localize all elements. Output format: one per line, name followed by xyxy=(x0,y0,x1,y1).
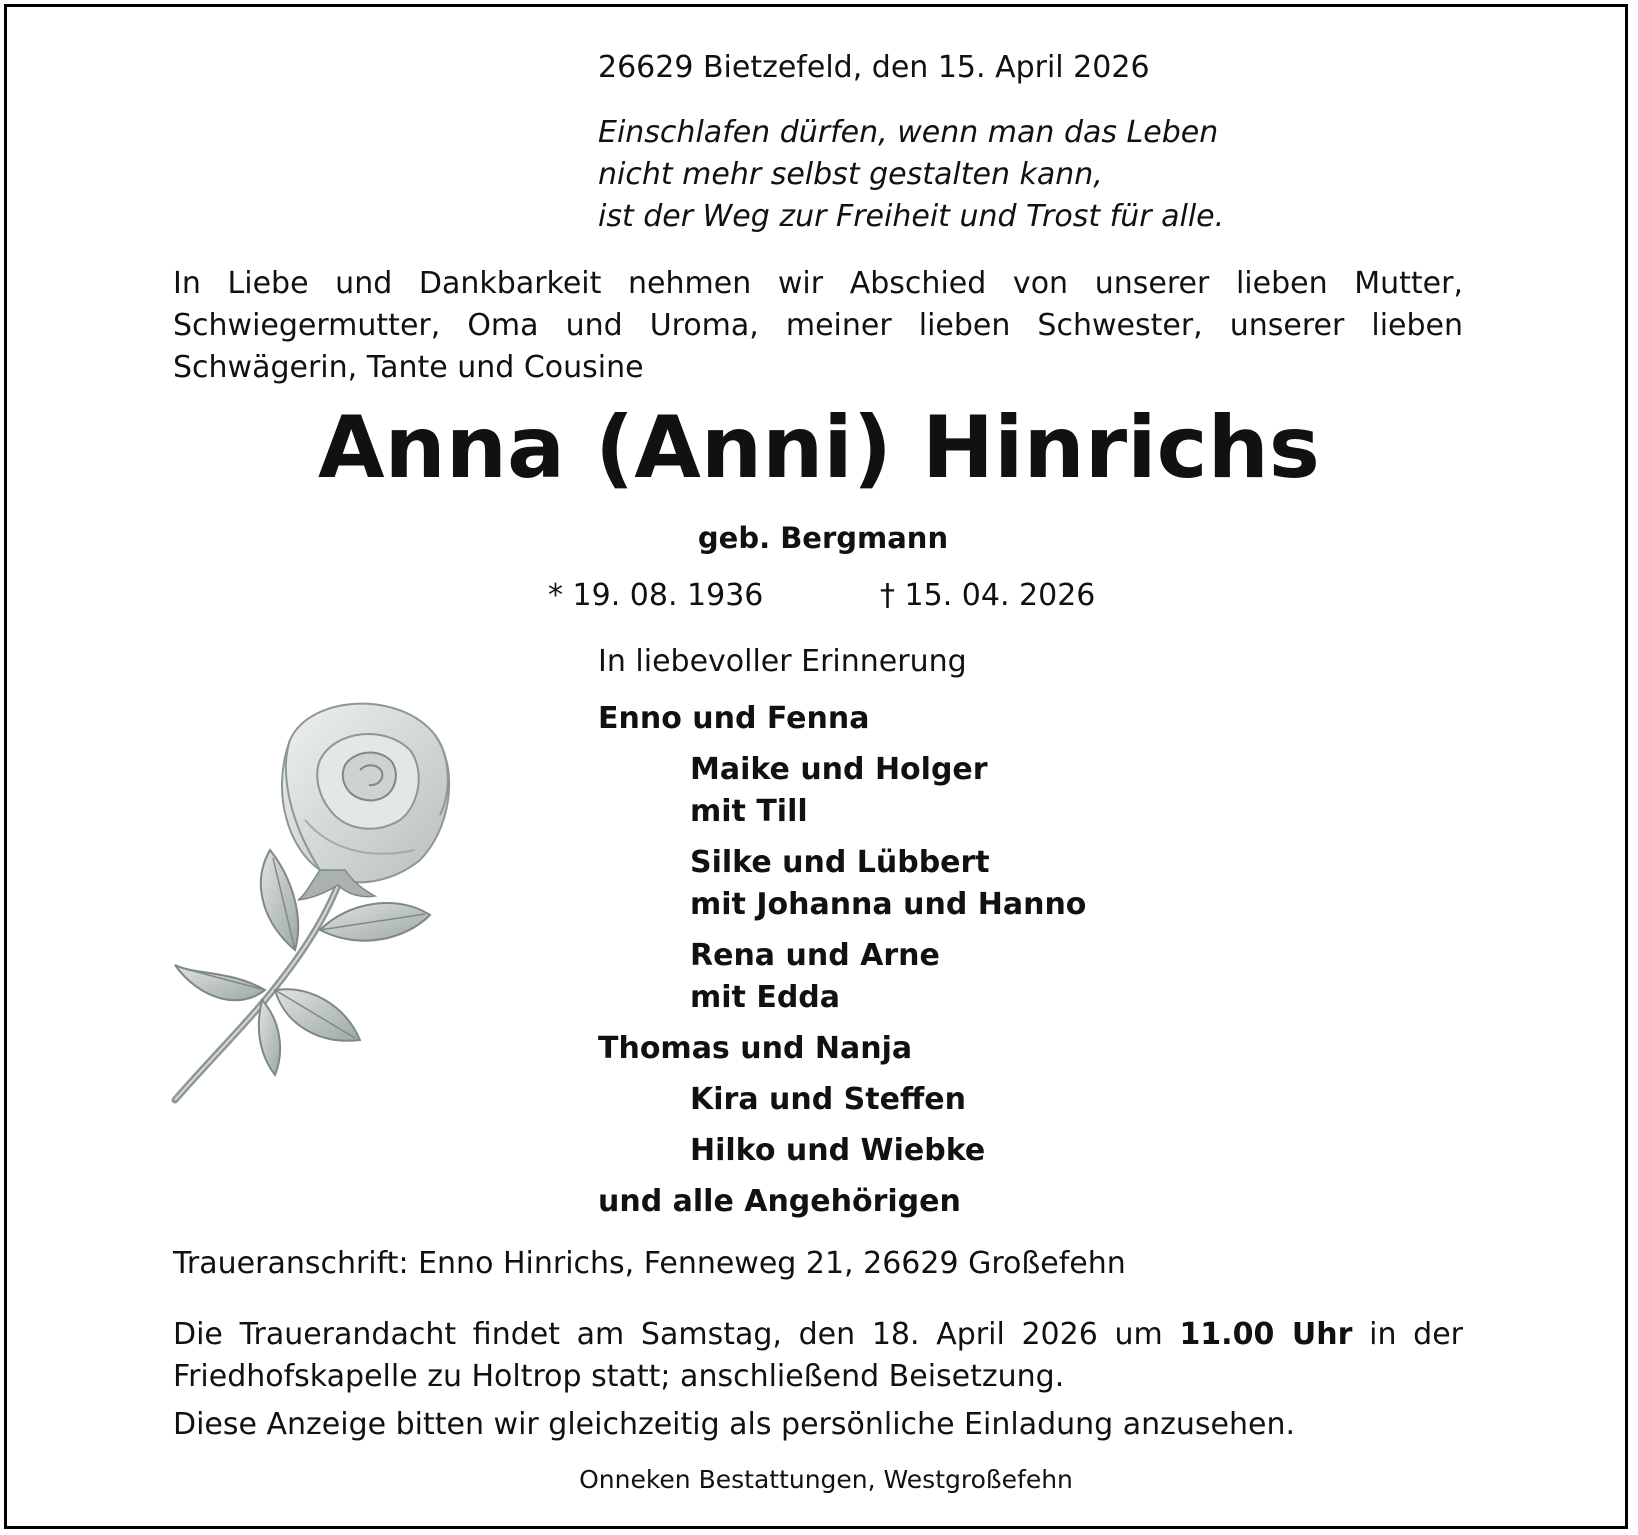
family-member: mit Edda xyxy=(690,980,841,1015)
service-time: 11.00 Uhr xyxy=(1179,1317,1353,1352)
birth-date: * 19. 08. 1936 xyxy=(548,578,764,613)
mourning-address: Traueranschrift: Enno Hinrichs, Fenneweg 21, 26629 Großefehn xyxy=(173,1246,1126,1281)
place-date: 26629 Bietzefeld, den 15. April 2026 xyxy=(598,50,1150,85)
family-member: Rena und Arne xyxy=(690,938,940,973)
family-group: Enno und Fenna xyxy=(598,701,870,736)
rose-icon xyxy=(170,700,470,1120)
family-list xyxy=(598,698,1086,1223)
service-text: in der xyxy=(1369,1317,1463,1352)
family-member: mit Johanna und Hanno xyxy=(690,887,1087,922)
poem-line: Einschlafen dürfen, wenn man das Leben xyxy=(598,115,1219,150)
family-member: Hilko und Wiebke xyxy=(690,1133,986,1168)
intro-line: Schwiegermutter, Oma und Uroma, meiner lieben Schwester, unserer lieben xyxy=(173,308,1463,343)
invitation-line: Diese Anzeige bitten wir gleichzeitig als persönliche Einladung anzusehen. xyxy=(173,1407,1295,1442)
death-date: † 15. 04. 2026 xyxy=(880,578,1096,613)
family-member: Kira und Steffen xyxy=(690,1082,966,1117)
family-group: Thomas und Nanja xyxy=(598,1031,913,1066)
service-line: Friedhofskapelle zu Holtrop statt; anschließend Beisetzung. xyxy=(173,1359,1065,1394)
poem-line: nicht mehr selbst gestalten kann, xyxy=(598,157,1103,192)
deceased-name: Anna (Anni) Hinrichs xyxy=(318,398,1320,498)
intro-line: In Liebe und Dankbarkeit nehmen wir Abschied von unserer lieben Mutter, xyxy=(173,266,1463,301)
family-member: Maike und Holger xyxy=(690,752,988,787)
family-member: Silke und Lübbert xyxy=(690,845,990,880)
service-text: Die Trauerandacht findet am Samstag, den 18. April 2026 um xyxy=(173,1317,1163,1352)
service-line xyxy=(173,1314,1463,1356)
family-member: mit Till xyxy=(690,794,808,829)
poem xyxy=(598,112,1224,238)
maiden-name: geb. Bergmann xyxy=(697,521,949,555)
service-info xyxy=(173,1314,1463,1446)
intro-text xyxy=(173,263,1463,389)
poem-line: ist der Weg zur Freiheit und Trost für alle. xyxy=(598,199,1225,234)
memory-line: In liebevoller Erinnerung xyxy=(598,644,967,679)
family-closing: und alle Angehörigen xyxy=(598,1184,961,1219)
intro-line: Schwägerin, Tante und Cousine xyxy=(173,350,644,385)
undertaker: Onneken Bestattungen, Westgroßefehn xyxy=(579,1465,1073,1494)
